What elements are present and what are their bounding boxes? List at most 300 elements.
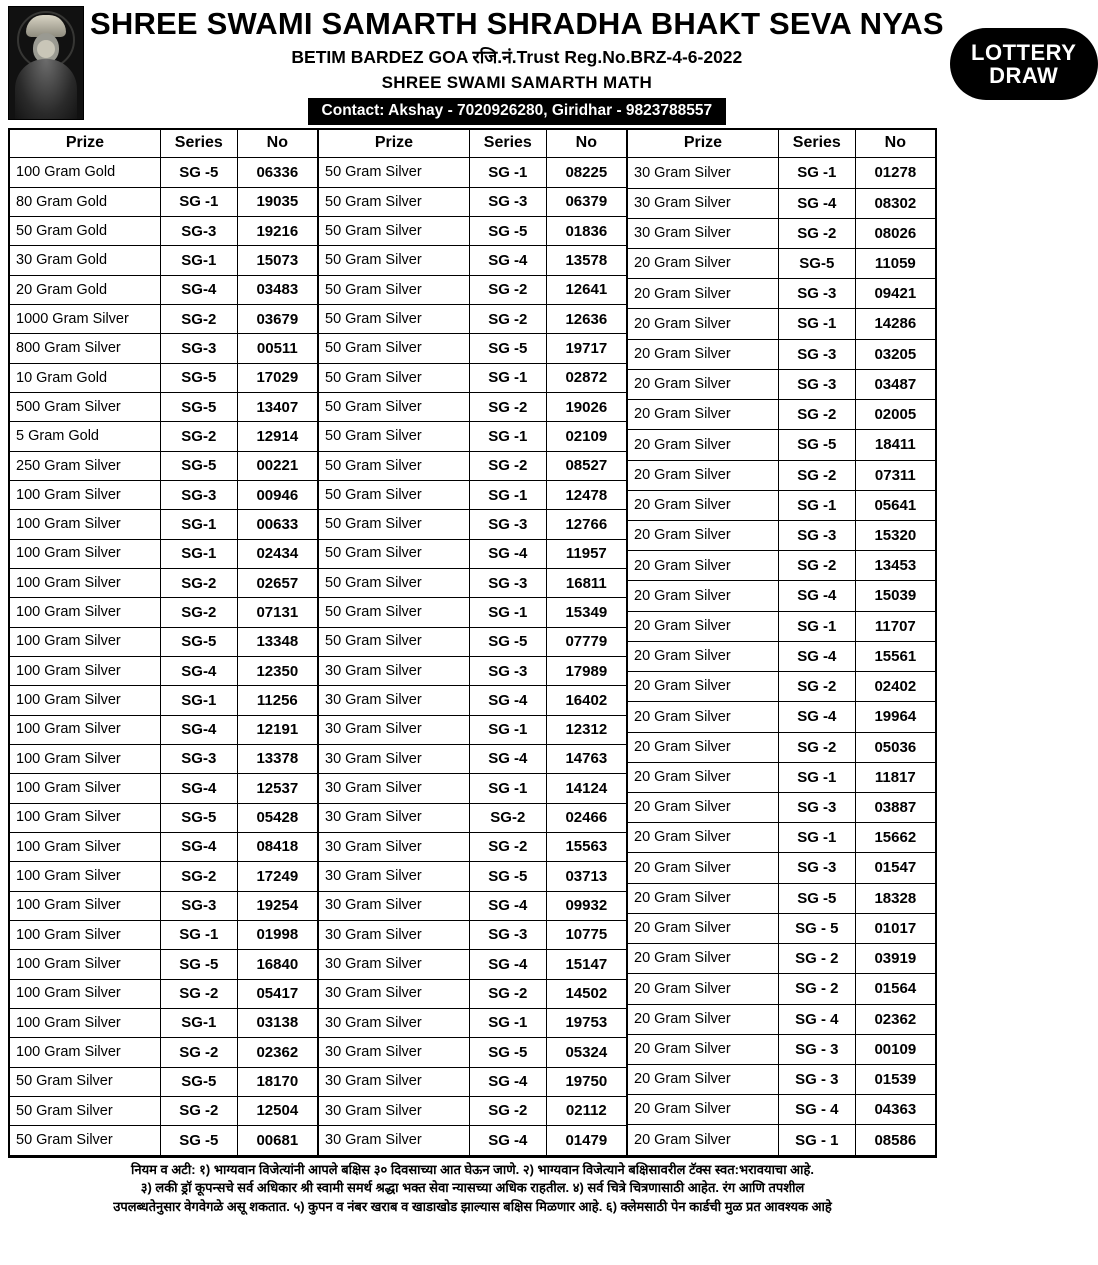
cell-prize: 800 Gram Silver bbox=[10, 334, 160, 363]
cell-prize: 20 Gram Silver bbox=[628, 521, 778, 551]
cell-number: 02402 bbox=[855, 672, 935, 702]
cell-series: SG - 4 bbox=[778, 1004, 855, 1034]
cell-number: 07779 bbox=[546, 627, 626, 656]
cell-prize: 100 Gram Silver bbox=[10, 891, 160, 920]
cell-number: 03713 bbox=[546, 862, 626, 891]
cell-number: 03205 bbox=[855, 339, 935, 369]
table-row bbox=[319, 158, 626, 187]
cell-series: SG -1 bbox=[469, 158, 546, 187]
table-row bbox=[319, 568, 626, 597]
table-row bbox=[319, 803, 626, 832]
cell-number: 15039 bbox=[855, 581, 935, 611]
cell-prize: 100 Gram Silver bbox=[10, 950, 160, 979]
cell-series: SG -3 bbox=[469, 187, 546, 216]
cell-prize: 30 Gram Silver bbox=[319, 920, 469, 949]
math-name: SHREE SWAMI SAMARTH MATH bbox=[381, 73, 653, 93]
cell-prize: 30 Gram Silver bbox=[319, 1067, 469, 1096]
table-row bbox=[628, 249, 935, 279]
cell-number: 01539 bbox=[855, 1064, 935, 1094]
cell-series: SG-3 bbox=[160, 481, 237, 510]
terms-line-3: उपलब्धतेनुसार वेगवेगळे असू शकतात. ५) कुपन व नंबर खराब व खाडाखोड झाल्यास बक्षिस मिळणार आहे. ६) क्लेमसाठी पेन कार्डची मुळ प्रत आवश्यक आहे bbox=[113, 1198, 832, 1214]
cell-series: SG -5 bbox=[160, 1126, 237, 1156]
cell-number: 12191 bbox=[237, 715, 317, 744]
col-header-series: Series bbox=[469, 130, 546, 158]
cell-prize: 30 Gram Silver bbox=[628, 218, 778, 248]
table-row bbox=[319, 1067, 626, 1096]
cell-prize: 20 Gram Silver bbox=[628, 1004, 778, 1034]
table-row bbox=[10, 1067, 317, 1096]
terms-line-1: नियम व अटी: १) भाग्यवान विजेत्यांनी आपले बक्षिस ३० दिवसाच्या आत घेऊन जाणे. २) भाग्यवान विजेत्याने बक्षिसावरील टॅक्स स्वत:भरावयाचा आहे. bbox=[131, 1162, 814, 1177]
cell-prize: 20 Gram Silver bbox=[628, 430, 778, 460]
cell-number: 14502 bbox=[546, 979, 626, 1008]
cell-number: 02109 bbox=[546, 422, 626, 451]
table-row bbox=[628, 188, 935, 218]
table-row bbox=[10, 862, 317, 891]
cell-number: 14763 bbox=[546, 744, 626, 773]
cell-prize: 20 Gram Silver bbox=[628, 732, 778, 762]
cell-number: 19035 bbox=[237, 187, 317, 216]
cell-series: SG - 5 bbox=[778, 913, 855, 943]
cell-series: SG -1 bbox=[778, 309, 855, 339]
cell-number: 09932 bbox=[546, 891, 626, 920]
cell-series: SG -1 bbox=[778, 490, 855, 520]
table-row bbox=[319, 832, 626, 861]
cell-prize: 50 Gram Silver bbox=[10, 1096, 160, 1125]
table-row bbox=[319, 862, 626, 891]
cell-series: SG -1 bbox=[469, 1008, 546, 1037]
cell-number: 02112 bbox=[546, 1096, 626, 1125]
col-header-no: No bbox=[546, 130, 626, 158]
cell-prize: 20 Gram Silver bbox=[628, 1095, 778, 1125]
table-row bbox=[10, 158, 317, 187]
prize-column-3 bbox=[628, 130, 935, 1156]
cell-number: 16811 bbox=[546, 568, 626, 597]
cell-series: SG-5 bbox=[160, 363, 237, 392]
cell-prize: 100 Gram Silver bbox=[10, 744, 160, 773]
cell-prize: 100 Gram Silver bbox=[10, 1008, 160, 1037]
cell-number: 16402 bbox=[546, 686, 626, 715]
cell-series: SG -5 bbox=[469, 862, 546, 891]
cell-series: SG-1 bbox=[160, 246, 237, 275]
table-row bbox=[628, 400, 935, 430]
table-row bbox=[319, 510, 626, 539]
prize-column-1 bbox=[10, 130, 319, 1156]
table-row bbox=[319, 539, 626, 568]
cell-number: 11707 bbox=[855, 611, 935, 641]
badge-line-2: DRAW bbox=[989, 63, 1059, 88]
cell-series: SG-2 bbox=[160, 568, 237, 597]
cell-series: SG -2 bbox=[160, 1038, 237, 1067]
badge-line-1: LOTTERY bbox=[971, 39, 1077, 65]
cell-series: SG -4 bbox=[778, 702, 855, 732]
cell-prize: 50 Gram Silver bbox=[319, 305, 469, 334]
table-row bbox=[10, 803, 317, 832]
cell-prize: 100 Gram Silver bbox=[10, 920, 160, 949]
table-row bbox=[10, 422, 317, 451]
table-row bbox=[319, 393, 626, 422]
table-row bbox=[319, 920, 626, 949]
cell-series: SG -2 bbox=[778, 218, 855, 248]
cell-number: 13378 bbox=[237, 744, 317, 773]
cell-number: 15073 bbox=[237, 246, 317, 275]
table-row bbox=[319, 1038, 626, 1067]
table-row bbox=[10, 393, 317, 422]
cell-prize: 30 Gram Silver bbox=[319, 715, 469, 744]
cell-number: 01479 bbox=[546, 1126, 626, 1156]
table-row bbox=[319, 686, 626, 715]
cell-prize: 50 Gram Silver bbox=[319, 510, 469, 539]
cell-series: SG -3 bbox=[778, 339, 855, 369]
table-row bbox=[628, 702, 935, 732]
registration-line: BETIM BARDEZ GOA रजि.नं.Trust Reg.No.BRZ-4-6-2022 bbox=[291, 47, 743, 68]
cell-prize: 250 Gram Silver bbox=[10, 451, 160, 480]
cell-series: SG -4 bbox=[778, 581, 855, 611]
table-row bbox=[319, 363, 626, 392]
cell-series: SG -4 bbox=[469, 891, 546, 920]
cell-number: 04363 bbox=[855, 1095, 935, 1125]
table-row bbox=[319, 950, 626, 979]
cell-number: 03679 bbox=[237, 305, 317, 334]
cell-series: SG -4 bbox=[778, 188, 855, 218]
table-row bbox=[628, 611, 935, 641]
table-row bbox=[628, 1034, 935, 1064]
cell-series: SG -1 bbox=[160, 920, 237, 949]
cell-number: 19026 bbox=[546, 393, 626, 422]
swami-portrait-image bbox=[8, 6, 84, 120]
cell-prize: 50 Gram Silver bbox=[319, 539, 469, 568]
table-header-row bbox=[319, 130, 626, 158]
cell-number: 06379 bbox=[546, 187, 626, 216]
col-header-no: No bbox=[237, 130, 317, 158]
cell-series: SG-5 bbox=[160, 1067, 237, 1096]
cell-series: SG-3 bbox=[160, 217, 237, 246]
cell-prize: 20 Gram Silver bbox=[628, 913, 778, 943]
table-row bbox=[10, 715, 317, 744]
cell-number: 02872 bbox=[546, 363, 626, 392]
cell-prize: 100 Gram Silver bbox=[10, 686, 160, 715]
cell-number: 02005 bbox=[855, 400, 935, 430]
cell-number: 01836 bbox=[546, 217, 626, 246]
cell-series: SG-4 bbox=[160, 832, 237, 861]
cell-prize: 50 Gram Silver bbox=[319, 158, 469, 187]
table-row bbox=[628, 581, 935, 611]
cell-number: 01998 bbox=[237, 920, 317, 949]
cell-prize: 100 Gram Silver bbox=[10, 481, 160, 510]
table-row bbox=[628, 913, 935, 943]
cell-prize: 20 Gram Silver bbox=[628, 823, 778, 853]
cell-prize: 20 Gram Silver bbox=[628, 339, 778, 369]
cell-number: 13578 bbox=[546, 246, 626, 275]
table-row bbox=[628, 1004, 935, 1034]
cell-number: 05428 bbox=[237, 803, 317, 832]
cell-prize: 100 Gram Silver bbox=[10, 539, 160, 568]
cell-prize: 20 Gram Silver bbox=[628, 611, 778, 641]
cell-number: 18170 bbox=[237, 1067, 317, 1096]
cell-number: 19216 bbox=[237, 217, 317, 246]
cell-number: 08586 bbox=[855, 1125, 935, 1156]
table-row bbox=[10, 774, 317, 803]
cell-prize: 100 Gram Silver bbox=[10, 832, 160, 861]
cell-prize: 50 Gram Silver bbox=[319, 217, 469, 246]
cell-number: 12478 bbox=[546, 481, 626, 510]
cell-series: SG -1 bbox=[469, 774, 546, 803]
cell-prize: 20 Gram Silver bbox=[628, 702, 778, 732]
cell-series: SG -2 bbox=[778, 551, 855, 581]
cell-series: SG -1 bbox=[469, 363, 546, 392]
cell-series: SG -5 bbox=[469, 627, 546, 656]
table-row bbox=[319, 187, 626, 216]
cell-series: SG -4 bbox=[469, 1067, 546, 1096]
cell-number: 03487 bbox=[855, 369, 935, 399]
table-row bbox=[10, 979, 317, 1008]
table-row bbox=[319, 275, 626, 304]
cell-series: SG -3 bbox=[469, 510, 546, 539]
cell-number: 19254 bbox=[237, 891, 317, 920]
table-row bbox=[319, 774, 626, 803]
cell-number: 11256 bbox=[237, 686, 317, 715]
cell-prize: 100 Gram Silver bbox=[10, 656, 160, 685]
cell-prize: 100 Gram Silver bbox=[10, 1038, 160, 1067]
cell-series: SG -4 bbox=[469, 539, 546, 568]
table-row bbox=[628, 792, 935, 822]
cell-number: 14286 bbox=[855, 309, 935, 339]
cell-series: SG -5 bbox=[160, 950, 237, 979]
cell-prize: 20 Gram Gold bbox=[10, 275, 160, 304]
face-shape bbox=[37, 40, 55, 58]
table-row bbox=[628, 369, 935, 399]
cell-prize: 20 Gram Silver bbox=[628, 551, 778, 581]
table-row bbox=[628, 762, 935, 792]
cell-number: 14124 bbox=[546, 774, 626, 803]
cell-number: 12350 bbox=[237, 656, 317, 685]
cell-series: SG - 1 bbox=[778, 1125, 855, 1156]
table-row bbox=[10, 686, 317, 715]
cell-number: 12641 bbox=[546, 275, 626, 304]
cell-series: SG -2 bbox=[469, 275, 546, 304]
cell-prize: 100 Gram Silver bbox=[10, 598, 160, 627]
table-row bbox=[10, 334, 317, 363]
cell-number: 05417 bbox=[237, 979, 317, 1008]
table-row bbox=[319, 598, 626, 627]
cell-number: 00221 bbox=[237, 451, 317, 480]
col-header-prize: Prize bbox=[319, 130, 469, 158]
cell-series: SG - 2 bbox=[778, 944, 855, 974]
cell-series: SG-3 bbox=[160, 334, 237, 363]
prize-table-3 bbox=[628, 130, 935, 1156]
cell-number: 17249 bbox=[237, 862, 317, 891]
cell-number: 15349 bbox=[546, 598, 626, 627]
cell-prize: 50 Gram Silver bbox=[319, 187, 469, 216]
table-row bbox=[10, 305, 317, 334]
cell-number: 01017 bbox=[855, 913, 935, 943]
cell-prize: 30 Gram Silver bbox=[319, 1038, 469, 1067]
table-row bbox=[628, 823, 935, 853]
table-row bbox=[628, 641, 935, 671]
cell-prize: 30 Gram Silver bbox=[319, 950, 469, 979]
table-row bbox=[628, 430, 935, 460]
table-row bbox=[10, 246, 317, 275]
cell-series: SG -2 bbox=[469, 1096, 546, 1125]
table-row bbox=[10, 891, 317, 920]
cell-series: SG-4 bbox=[160, 715, 237, 744]
cell-series: SG-3 bbox=[160, 891, 237, 920]
cell-number: 17989 bbox=[546, 656, 626, 685]
cell-series: SG-5 bbox=[160, 451, 237, 480]
cell-prize: 30 Gram Silver bbox=[319, 1126, 469, 1156]
cell-prize: 30 Gram Silver bbox=[319, 656, 469, 685]
cell-number: 05324 bbox=[546, 1038, 626, 1067]
cell-number: 03887 bbox=[855, 792, 935, 822]
cell-number: 19750 bbox=[546, 1067, 626, 1096]
cell-prize: 1000 Gram Silver bbox=[10, 305, 160, 334]
cell-series: SG-2 bbox=[160, 862, 237, 891]
prize-table-3-body bbox=[628, 158, 935, 1156]
contact-bar: Contact: Akshay - 7020926280, Giridhar - 9823788557 bbox=[308, 98, 727, 125]
cell-prize: 50 Gram Silver bbox=[319, 275, 469, 304]
cell-prize: 100 Gram Silver bbox=[10, 979, 160, 1008]
cell-series: SG -3 bbox=[778, 369, 855, 399]
cell-prize: 100 Gram Silver bbox=[10, 862, 160, 891]
table-row bbox=[10, 744, 317, 773]
cell-prize: 20 Gram Silver bbox=[628, 400, 778, 430]
cell-prize: 30 Gram Silver bbox=[319, 862, 469, 891]
col-header-series: Series bbox=[778, 130, 855, 158]
cell-series: SG -1 bbox=[778, 762, 855, 792]
cell-number: 07131 bbox=[237, 598, 317, 627]
cell-prize: 50 Gram Silver bbox=[319, 568, 469, 597]
cell-prize: 50 Gram Silver bbox=[319, 246, 469, 275]
cell-series: SG-2 bbox=[160, 598, 237, 627]
table-row bbox=[319, 891, 626, 920]
cell-number: 09421 bbox=[855, 279, 935, 309]
cell-prize: 100 Gram Gold bbox=[10, 158, 160, 187]
table-row bbox=[10, 217, 317, 246]
cell-prize: 20 Gram Silver bbox=[628, 309, 778, 339]
cell-number: 15662 bbox=[855, 823, 935, 853]
cell-number: 02657 bbox=[237, 568, 317, 597]
header-text-block bbox=[90, 6, 944, 124]
prize-table-1 bbox=[10, 130, 317, 1156]
table-row bbox=[10, 510, 317, 539]
cell-series: SG -5 bbox=[778, 430, 855, 460]
cell-prize: 30 Gram Silver bbox=[319, 744, 469, 773]
table-row bbox=[319, 627, 626, 656]
col-header-no: No bbox=[855, 130, 935, 158]
cell-series: SG-2 bbox=[469, 803, 546, 832]
table-row bbox=[628, 279, 935, 309]
table-row bbox=[628, 339, 935, 369]
cell-prize: 20 Gram Silver bbox=[628, 581, 778, 611]
cell-prize: 100 Gram Silver bbox=[10, 627, 160, 656]
table-row bbox=[628, 551, 935, 581]
cell-number: 18411 bbox=[855, 430, 935, 460]
table-row bbox=[10, 1038, 317, 1067]
cell-prize: 20 Gram Silver bbox=[628, 853, 778, 883]
col-header-prize: Prize bbox=[628, 130, 778, 158]
cell-series: SG-5 bbox=[160, 627, 237, 656]
cell-prize: 50 Gram Silver bbox=[319, 481, 469, 510]
cell-series: SG-5 bbox=[160, 803, 237, 832]
cell-series: SG -5 bbox=[469, 1038, 546, 1067]
cell-prize: 50 Gram Silver bbox=[10, 1126, 160, 1156]
table-row bbox=[10, 627, 317, 656]
cell-number: 12636 bbox=[546, 305, 626, 334]
cell-prize: 20 Gram Silver bbox=[628, 249, 778, 279]
cell-number: 11957 bbox=[546, 539, 626, 568]
cell-series: SG-1 bbox=[160, 510, 237, 539]
table-row bbox=[628, 521, 935, 551]
cell-prize: 30 Gram Silver bbox=[319, 803, 469, 832]
cell-number: 13453 bbox=[855, 551, 935, 581]
cell-series: SG -3 bbox=[778, 853, 855, 883]
cell-prize: 100 Gram Silver bbox=[10, 510, 160, 539]
cell-series: SG -5 bbox=[160, 158, 237, 187]
cell-number: 06336 bbox=[237, 158, 317, 187]
cell-series: SG -1 bbox=[469, 715, 546, 744]
table-row bbox=[628, 1095, 935, 1125]
cell-series: SG-4 bbox=[160, 656, 237, 685]
cell-series: SG -2 bbox=[469, 832, 546, 861]
cell-number: 03138 bbox=[237, 1008, 317, 1037]
cell-series: SG - 2 bbox=[778, 974, 855, 1004]
table-row bbox=[628, 1125, 935, 1156]
cell-number: 03919 bbox=[855, 944, 935, 974]
cell-prize: 20 Gram Silver bbox=[628, 792, 778, 822]
cell-number: 15561 bbox=[855, 641, 935, 671]
table-row bbox=[10, 539, 317, 568]
cell-prize: 5 Gram Gold bbox=[10, 422, 160, 451]
cell-prize: 30 Gram Silver bbox=[319, 1008, 469, 1037]
table-row bbox=[628, 883, 935, 913]
cell-series: SG -5 bbox=[469, 217, 546, 246]
table-row bbox=[10, 832, 317, 861]
table-row bbox=[319, 305, 626, 334]
cell-prize: 30 Gram Silver bbox=[319, 979, 469, 1008]
cell-series: SG-1 bbox=[160, 539, 237, 568]
cell-number: 19717 bbox=[546, 334, 626, 363]
cell-series: SG -2 bbox=[469, 393, 546, 422]
cell-number: 00681 bbox=[237, 1126, 317, 1156]
cell-number: 12504 bbox=[237, 1096, 317, 1125]
table-row bbox=[10, 363, 317, 392]
table-row bbox=[10, 1008, 317, 1037]
cell-series: SG -2 bbox=[160, 1096, 237, 1125]
cell-series: SG -2 bbox=[469, 305, 546, 334]
table-row bbox=[319, 334, 626, 363]
prize-tables bbox=[8, 128, 937, 1158]
table-row bbox=[628, 944, 935, 974]
table-header-row bbox=[628, 130, 935, 158]
table-row bbox=[10, 598, 317, 627]
cell-series: SG - 3 bbox=[778, 1064, 855, 1094]
table-header-row bbox=[10, 130, 317, 158]
lottery-draw-badge bbox=[950, 28, 1098, 100]
table-row bbox=[319, 217, 626, 246]
cell-series: SG -1 bbox=[160, 187, 237, 216]
cell-prize: 20 Gram Silver bbox=[628, 883, 778, 913]
terms-line-2: ३) लकी ड्रॉ कूपन्सचे सर्व अधिकार श्री स्वामी समर्थ श्रद्धा भक्त सेवा न्यासच्या अधिक राहतील. ४) सर्व चित्रे चित्रणासाठी आहेत. रंग आणि तपशील bbox=[140, 1180, 805, 1196]
cell-number: 01278 bbox=[855, 158, 935, 188]
cell-prize: 100 Gram Silver bbox=[10, 774, 160, 803]
cell-number: 08527 bbox=[546, 451, 626, 480]
cell-number: 02466 bbox=[546, 803, 626, 832]
prize-table-2 bbox=[319, 130, 626, 1156]
cell-number: 01564 bbox=[855, 974, 935, 1004]
cell-prize: 500 Gram Silver bbox=[10, 393, 160, 422]
cell-number: 15563 bbox=[546, 832, 626, 861]
cell-series: SG -1 bbox=[778, 158, 855, 188]
cell-prize: 20 Gram Silver bbox=[628, 672, 778, 702]
